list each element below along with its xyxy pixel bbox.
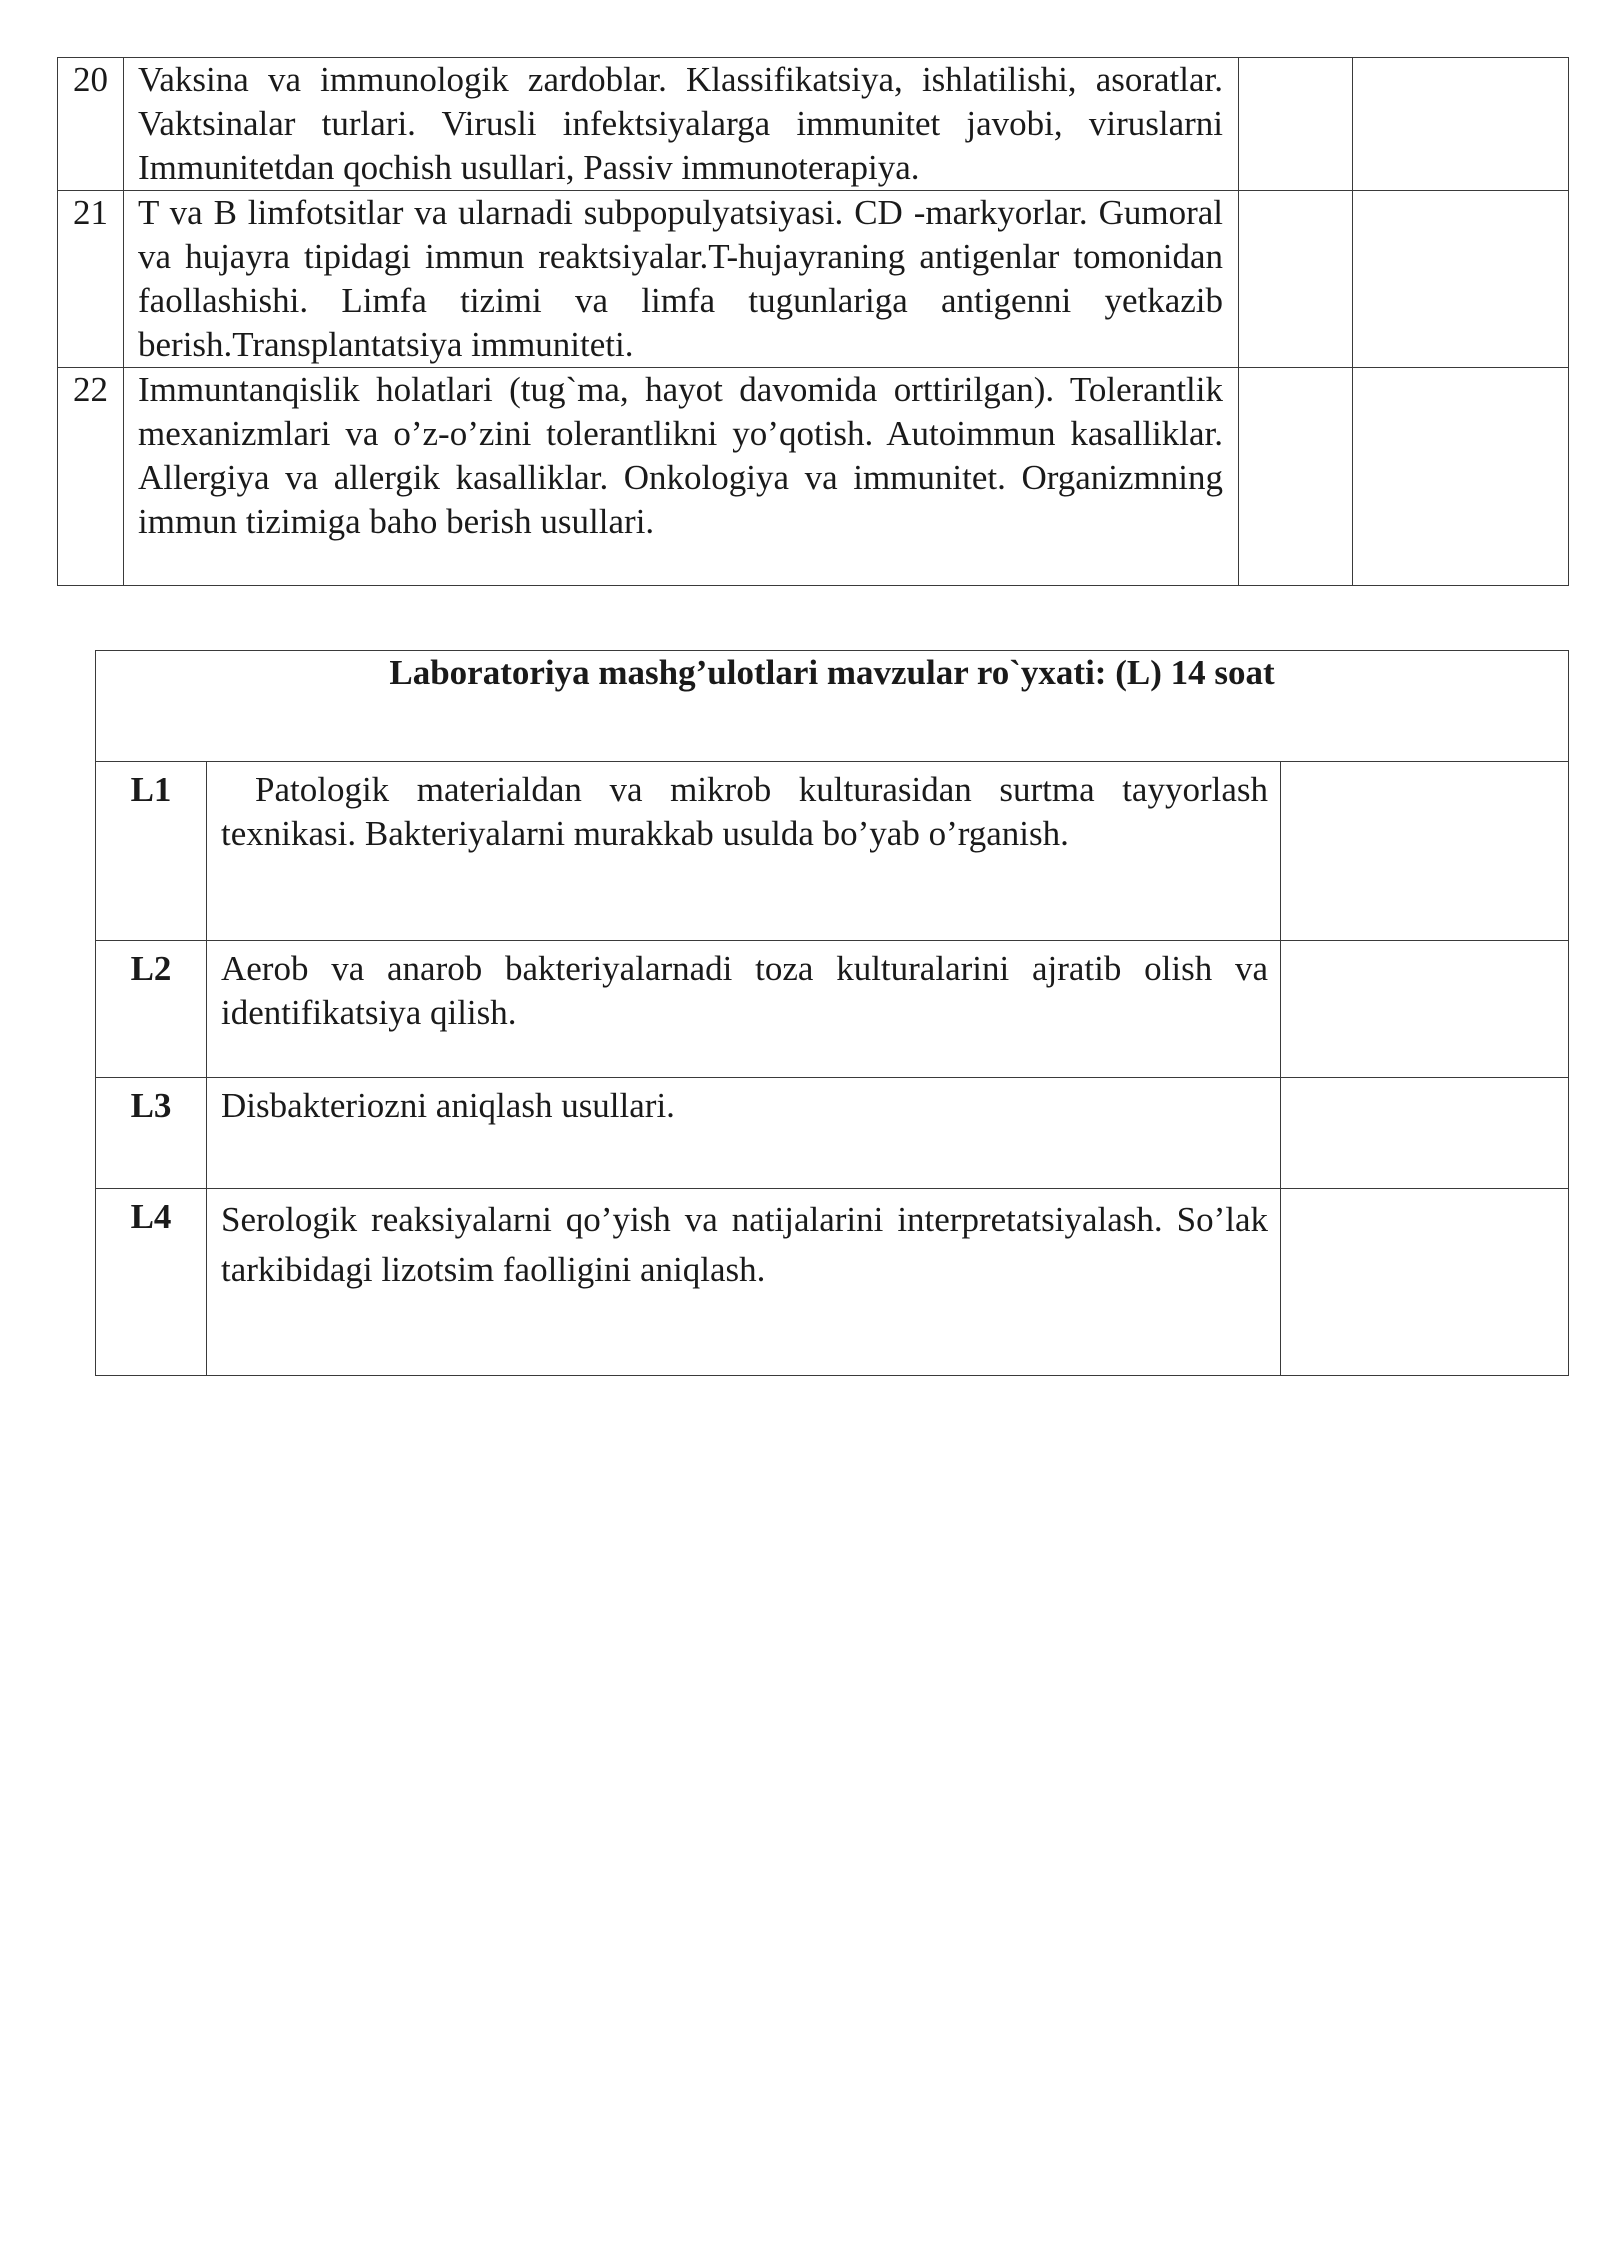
topic-text: T va B limfotsitlar va ularnadi subpopulyatsiyasi. CD -markyorlar. Gumoral va hujayra tipidagi immun reaktsiyalar.T-hujayraning antigenlar tomonidan faollashishi. Limfa tizimi va limfa tugunlariga antigenni yetkazib berish.Transplantatsiya immuniteti. bbox=[124, 191, 1239, 368]
notes-cell bbox=[1353, 368, 1569, 586]
laboratory-topics-table bbox=[95, 650, 1569, 1376]
notes-cell bbox=[1353, 191, 1569, 368]
hours-cell bbox=[1239, 58, 1353, 191]
topic-text: Immuntanqislik holatlari (tug`ma, hayot davomida orttirilgan). Tolerantlik mexanizmlari va o’z-o’zini tolerantlikni yo’qotish. Autoimmun kasalliklar. Allergiya va allergik kasalliklar. Onkologiya va immunitet. Organizmning immun tizimiga baho berish usullari. bbox=[124, 368, 1239, 586]
lab-code: L4 bbox=[96, 1189, 207, 1376]
table-row bbox=[96, 762, 1569, 941]
lab-topic-text bbox=[207, 762, 1281, 941]
lab-topic-text: Serologik reaksiyalarni qo’yish va natijalarini interpretatsiyalash. So’lak tarkibidagi lizotsim faolligini aniqlash. bbox=[207, 1189, 1281, 1376]
lab-code: L1 bbox=[96, 762, 207, 941]
hours-cell bbox=[1281, 941, 1569, 1078]
hours-cell bbox=[1281, 762, 1569, 941]
table-row bbox=[58, 58, 1569, 191]
table-row bbox=[58, 368, 1569, 586]
lab-code: L3 bbox=[96, 1078, 207, 1189]
lecture-topics-table bbox=[57, 57, 1569, 586]
topic-number: 22 bbox=[58, 368, 124, 586]
hours-cell bbox=[1281, 1189, 1569, 1376]
hours-cell bbox=[1281, 1078, 1569, 1189]
hours-cell bbox=[1239, 368, 1353, 586]
table-row bbox=[96, 1078, 1569, 1189]
table-heading-row bbox=[96, 651, 1569, 762]
topic-number: 21 bbox=[58, 191, 124, 368]
lab-topic-text-content: Patologik materialdan va mikrob kulturasidan surtma tayyorlash texnikasi. Bakteriyalarni murakkab usulda bo’yab o’rganish. bbox=[221, 770, 1268, 853]
table-row bbox=[96, 1189, 1569, 1376]
topic-text: Vaksina va immunologik zardoblar. Klassifikatsiya, ishlatilishi, asoratlar. Vaktsinalar turlari. Virusli infektsiyalarga immunitet javobi, viruslarni Immunitetdan qochish usullari, Passiv immunoterapiya. bbox=[124, 58, 1239, 191]
table-row bbox=[58, 191, 1569, 368]
topic-number: 20 bbox=[58, 58, 124, 191]
lab-topic-text: Aerob va anarob bakteriyalarnadi toza kulturalarini ajratib olish va identifikatsiya qilish. bbox=[207, 941, 1281, 1078]
notes-cell bbox=[1353, 58, 1569, 191]
lab-code: L2 bbox=[96, 941, 207, 1078]
hours-cell bbox=[1239, 191, 1353, 368]
lab-topic-text: Disbakteriozni aniqlash usullari. bbox=[207, 1078, 1281, 1189]
table-row bbox=[96, 941, 1569, 1078]
lab-table-heading: Laboratoriya mashg’ulotlari mavzular ro`yxati: (L) 14 soat bbox=[96, 651, 1569, 762]
